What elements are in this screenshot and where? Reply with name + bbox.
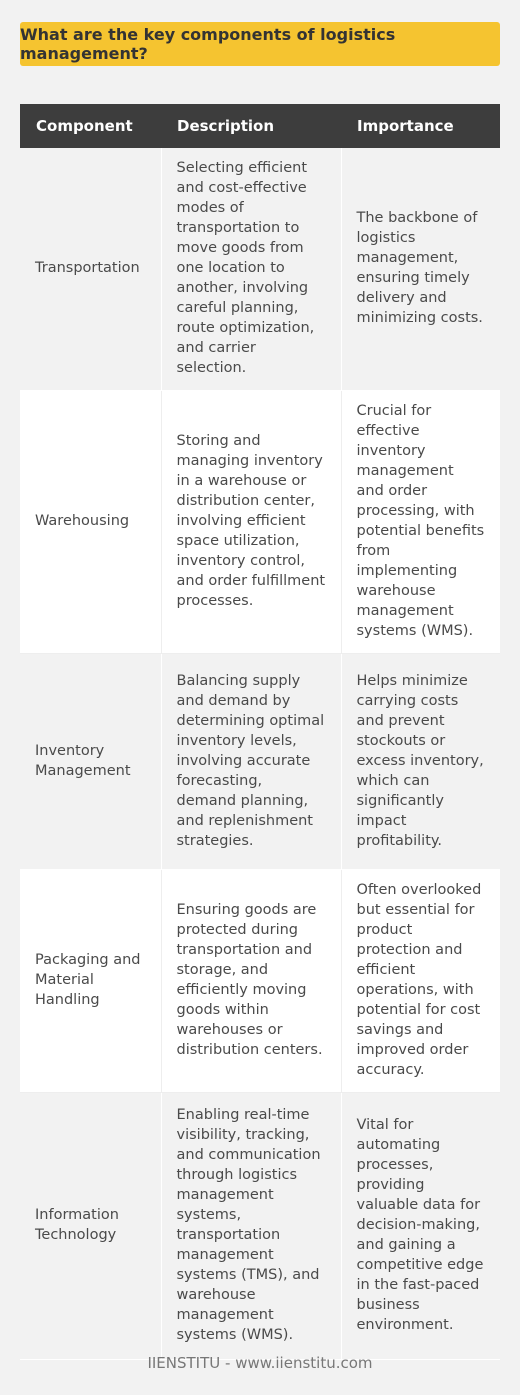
importance-cell: Crucial for effective inventory management and order processing, with potential benefits from implementing warehouse management systems (WMS). [341,391,500,654]
importance-cell: The backbone of logistics management, ensuring timely delivery and minimizing costs. [341,148,500,391]
column-header-description: Description [161,104,341,148]
importance-cell: Often overlooked but essential for product protection and efficient operations, with potential for cost savings and improved order accuracy. [341,870,500,1093]
table-row [20,148,500,391]
description-cell: Selecting efficient and cost-effective modes of transportation to move goods from one location to another, involving careful planning, route optimization, and carrier selection. [161,148,341,391]
component-cell: Inventory Management [20,654,161,870]
description-cell: Enabling real-time visibility, tracking, and communication through logistics management systems, transportation management systems (TMS), and warehouse management systems (WMS). [161,1093,341,1360]
table-body [20,148,500,1360]
importance-cell: Helps minimize carrying costs and prevent stockouts or excess inventory, which can significantly impact profitability. [341,654,500,870]
footer-credit: IIENSTITU - www.iienstitu.com [147,1354,373,1372]
description-cell: Balancing supply and demand by determining optimal inventory levels, involving accurate forecasting, demand planning, and replenishment strategies. [161,654,341,870]
table-header [20,104,500,148]
column-header-importance: Importance [341,104,500,148]
table-row [20,870,500,1093]
component-cell: Information Technology [20,1093,161,1360]
page-title: What are the key components of logistics management? [20,25,396,63]
components-table [20,104,500,1360]
component-cell: Packaging and Material Handling [20,870,161,1093]
description-cell: Storing and managing inventory in a warehouse or distribution center, involving efficient space utilization, inventory control, and order fulfillment processes. [161,391,341,654]
table-row [20,1093,500,1360]
component-cell: Transportation [20,148,161,391]
table-header-row [20,104,500,148]
description-cell: Ensuring goods are protected during transportation and storage, and efficiently moving goods within warehouses or distribution centers. [161,870,341,1093]
importance-cell: Vital for automating processes, providing valuable data for decision-making, and gaining a competitive edge in the fast-paced business environment. [341,1093,500,1360]
title-banner [20,22,500,66]
column-header-component: Component [20,104,161,148]
component-cell: Warehousing [20,391,161,654]
table-row [20,654,500,870]
table-row [20,391,500,654]
